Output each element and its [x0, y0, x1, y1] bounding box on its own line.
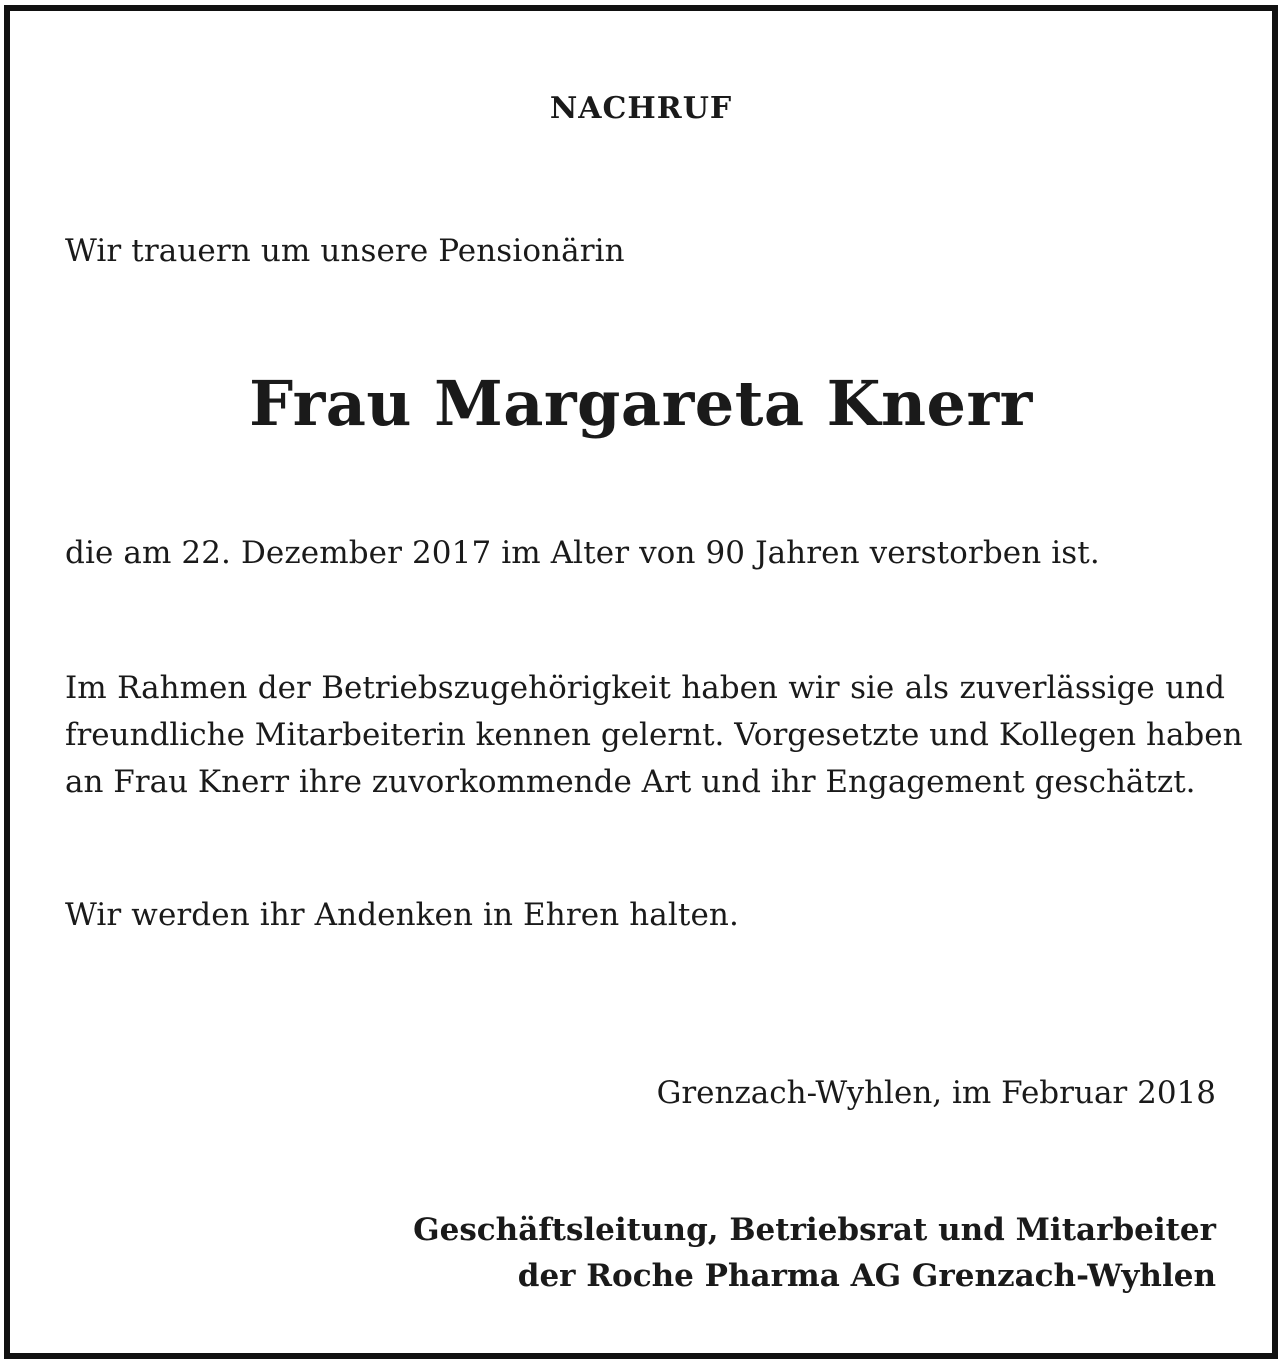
deceased-name: Frau Margareta Knerr [249, 367, 1033, 440]
obituary-notice [4, 5, 1278, 1359]
signature-line: der Roche Pharma AG Grenzach-Wyhlen [517, 1258, 1216, 1294]
paragraph-line: freundliche Mitarbeiterin kennen gelernt. Vorgesetzte und Kollegen haben [65, 717, 1243, 753]
death-date-line: die am 22. Dezember 2017 im Alter von 90 Jahren verstorben ist. [65, 535, 1100, 571]
tribute-paragraph [65, 665, 1243, 806]
signature-line: Geschäftsleitung, Betriebsrat und Mitarbeiter [413, 1212, 1216, 1248]
notice-heading: NACHRUF [549, 91, 733, 126]
signature-block [413, 1207, 1216, 1299]
closing-line: Wir werden ihr Andenken in Ehren halten. [65, 897, 739, 933]
place-date-line: Grenzach-Wyhlen, im Februar 2018 [656, 1075, 1216, 1111]
paragraph-line: an Frau Knerr ihre zuvorkommende Art und ihr Engagement geschätzt. [65, 764, 1196, 800]
paragraph-line: Im Rahmen der Betriebszugehörigkeit haben wir sie als zuverlässige und [65, 670, 1225, 706]
intro-line: Wir trauern um unsere Pensionärin [65, 233, 625, 269]
